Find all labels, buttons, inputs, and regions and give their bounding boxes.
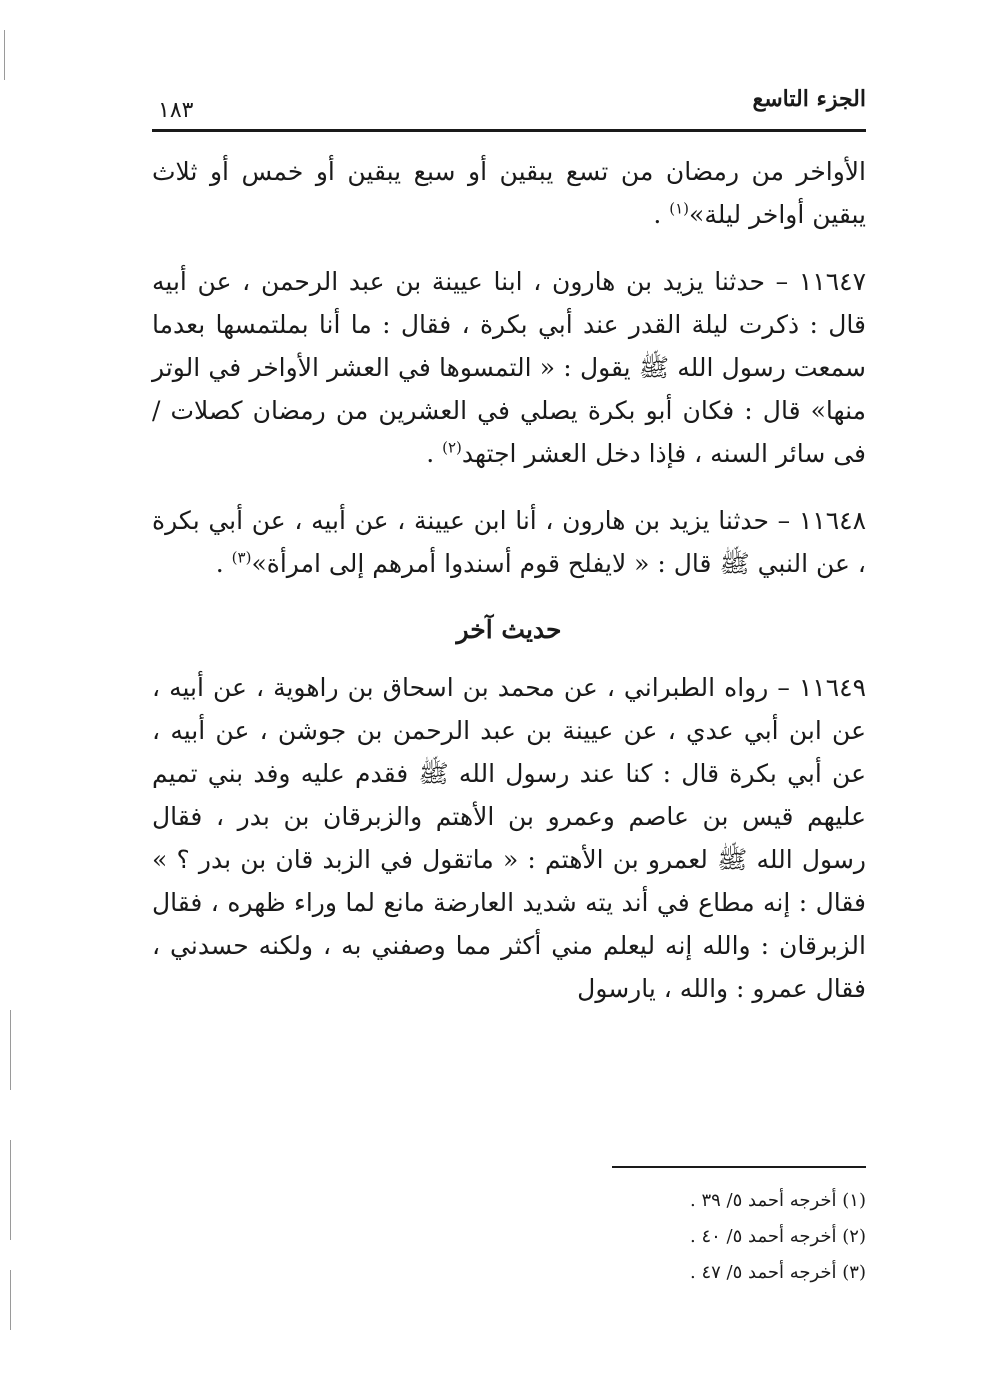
page-body [152,150,866,1010]
paragraph-2-end: . [426,439,443,468]
paragraph-1-text: الأواخر من رمضان من تسع يبقين أو سبع يبقين أو خمس أو ثلاث يبقين أواخر ليلة» [152,157,866,229]
paragraph-3-end: . [215,549,232,578]
footnote-3: (٣) أخرجه أحمد ٥/ ٤٧ . [690,1262,866,1283]
page-number: ١٨٣ [158,98,194,123]
footnotes [152,1183,866,1291]
paragraph-4 [152,666,866,1010]
scan-edge-mark [4,30,5,80]
footnote-1: (١) أخرجه أحمد ٥/ ٣٩ . [690,1190,866,1211]
scan-edge-mark [10,1270,11,1330]
footnote-divider [612,1166,866,1168]
section-title: حديث آخر [456,615,562,644]
scan-edge-mark [10,1140,11,1240]
page-header [152,84,866,132]
paragraph-1-end: . [653,200,670,229]
paragraph-2 [152,260,866,475]
running-title: الجزء التاسع [752,86,866,112]
paragraph-3 [152,499,866,585]
footnote-ref-1: (١) [669,199,690,218]
footnote-ref-2: (٢) [442,438,462,457]
paragraph-2-text: ١١٦٤٧ – حدثنا يزيد بن هارون ، ابنا عيينة بن عبد الرحمن ، عن أبيه قال : ذكرت ليلة القدر عند أبي بكرة ، فقال : ما أنا بملتمسها بعدما سمعت رسول الله ﷺ يقول : « التمسوها في العشر الأواخر في الوتر منها» قال : فكان أبو بكرة يصلي في العشرين من رمضان كصلات / فى سائر السنه ، فإذا دخل العشر اجتهد [152,267,866,468]
paragraph-4-text: ١١٦٤٩ – رواه الطبراني ، عن محمد بن اسحاق بن راهوية ، عن أبيه ، عن ابن أبي عدي ، عن عيينة بن عبد الرحمن بن جوشن ، عن أبيه ، عن أبي بكرة قال : كنا عند رسول الله ﷺ فقدم عليه وفد بني تميم عليهم قيس بن عاصم وعمرو بن الأهتم والزبرقان بن بدر ، فقال رسول الله ﷺ لعمرو بن الأهتم : « ماتقول في الزبد قان بن بدر ؟ » فقال : إنه مطاع في أند يته شديد العارضة مانع لما وراء ظهره ، فقال الزبرقان : والله إنه ليعلم مني أكثر مما وصفني به ، ولكنه حسدني ، فقال عمرو : والله ، يارسول [152,673,867,1003]
paragraph-3-text: ١١٦٤٨ – حدثنا يزيد بن هارون ، أنا ابن عيينة ، عن أبيه ، عن أبي بكرة ، عن النبي ﷺ قال : « لايفلح قوم أسندوا أمرهم إلى امرأة» [152,506,866,578]
footnote-ref-3: (٣) [231,548,252,567]
footnote-2: (٢) أخرجه أحمد ٥/ ٤٠ . [690,1226,866,1247]
scan-edge-mark [10,1010,11,1090]
paragraph-1 [152,150,866,236]
